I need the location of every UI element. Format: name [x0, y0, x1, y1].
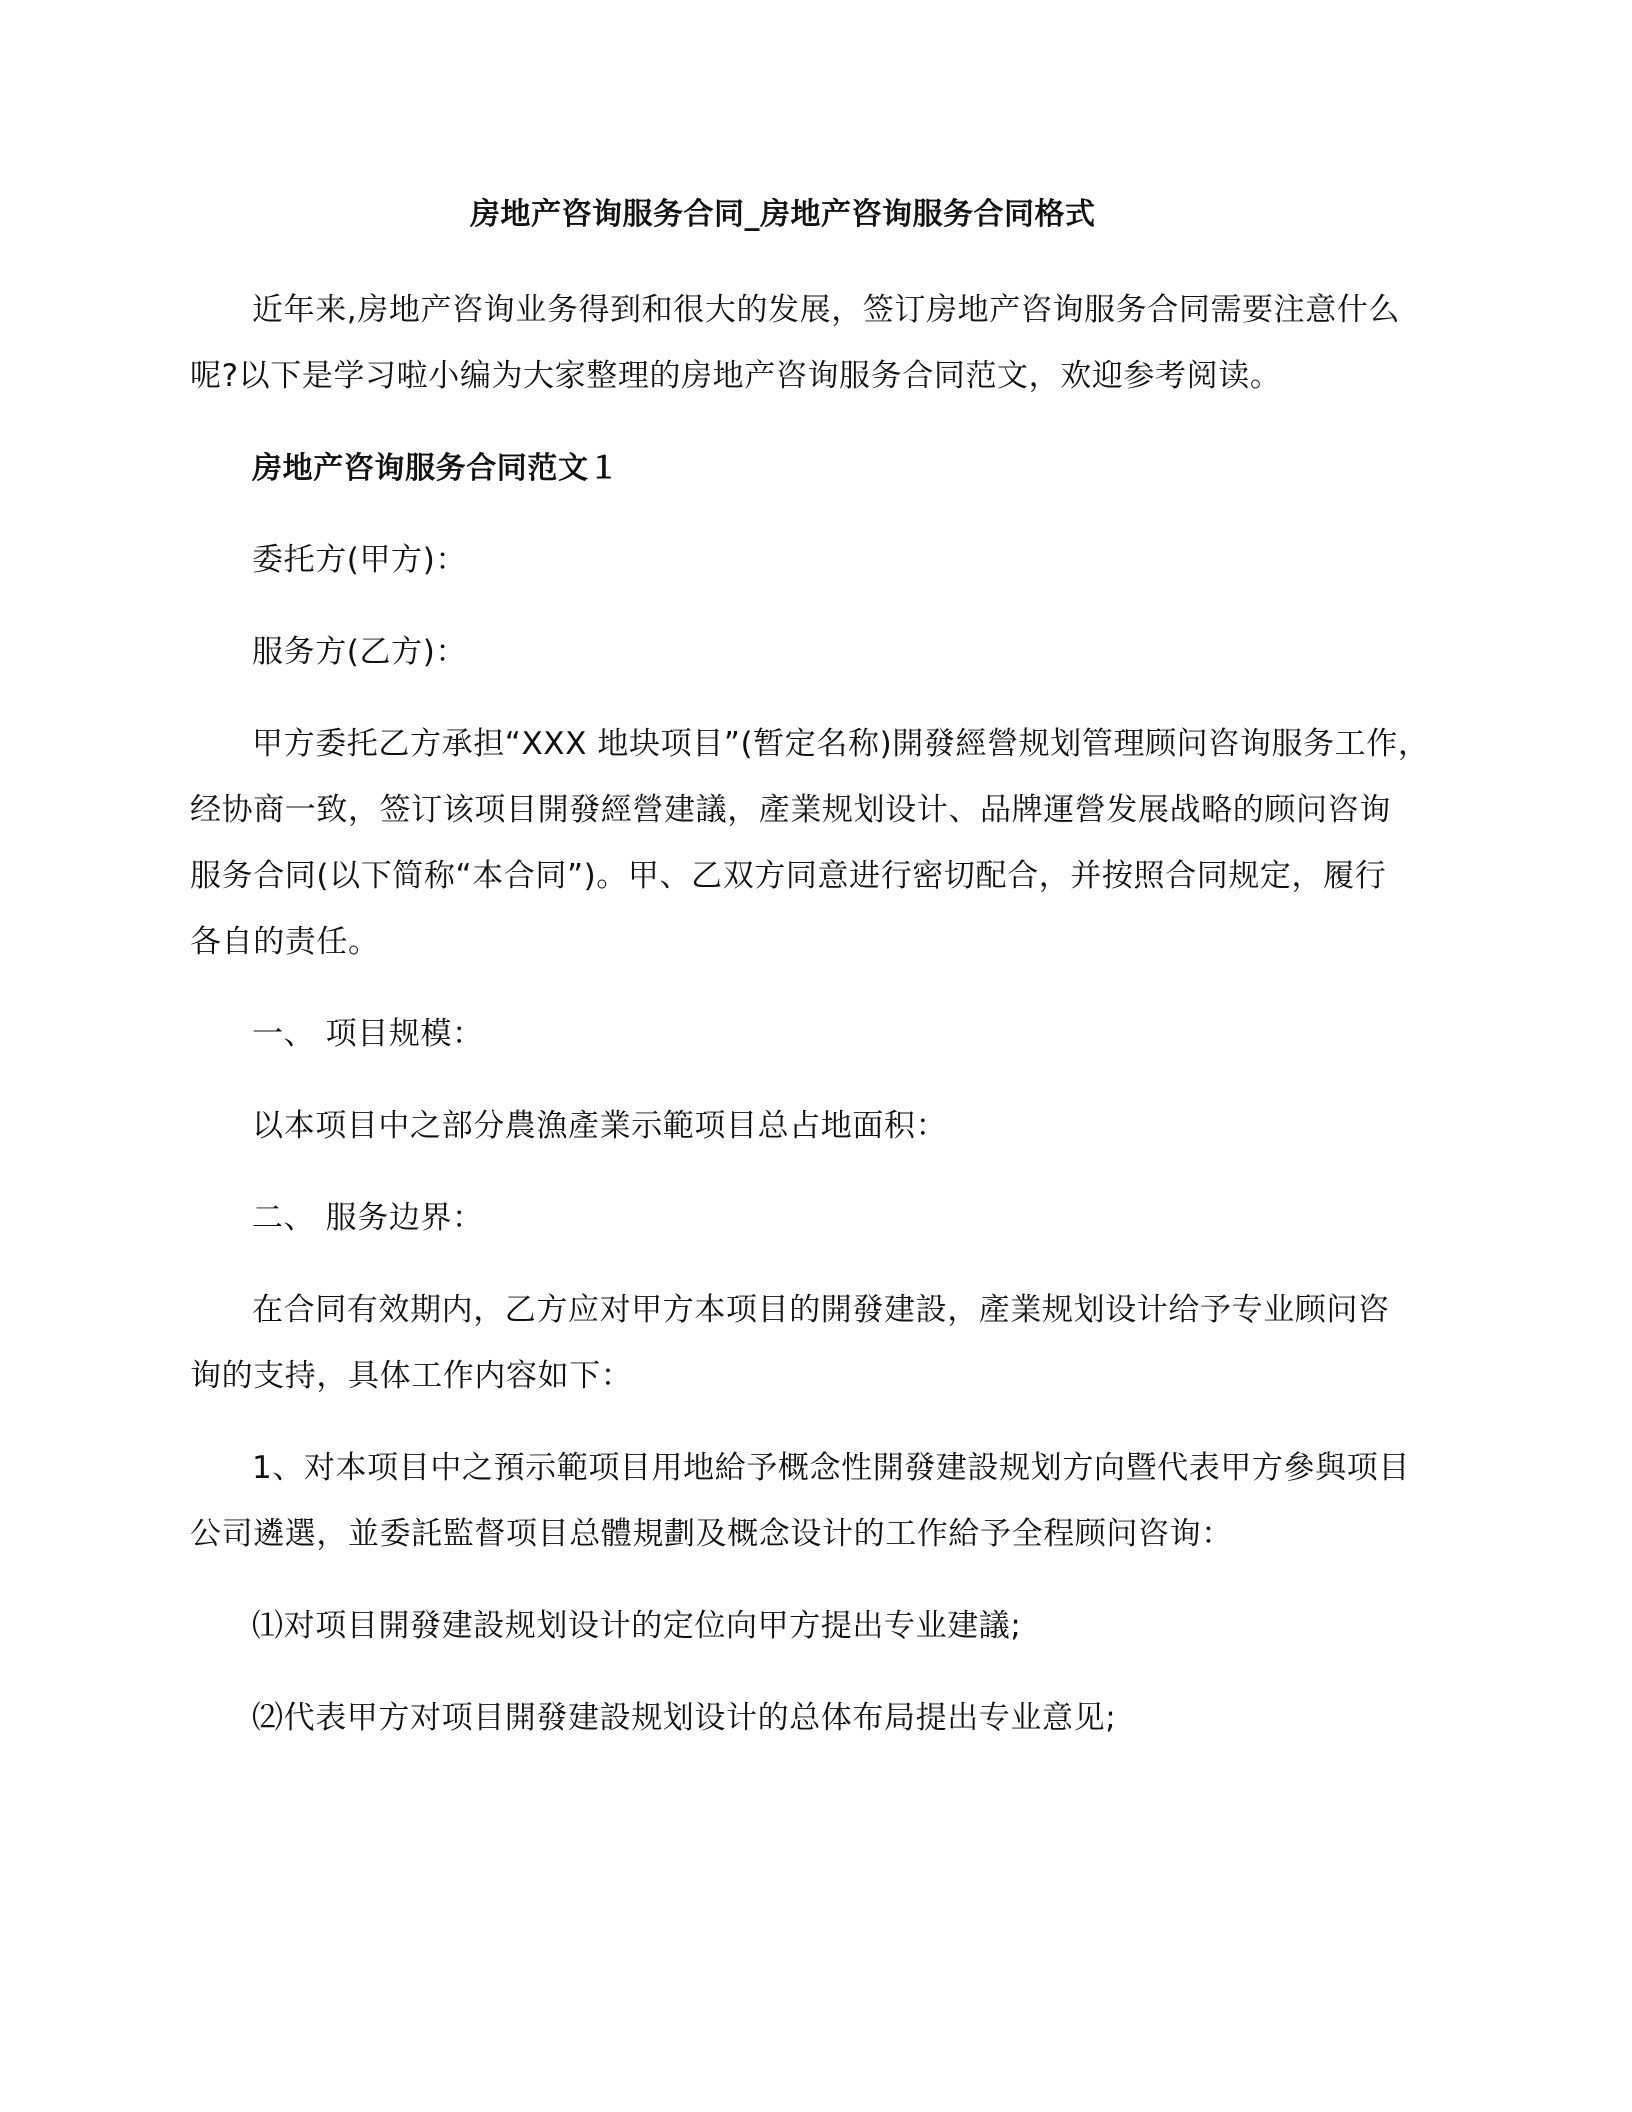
preamble-line-1: 甲方委托乙方承担“XXX 地块项目”(暂定名称)開發經營规划管理顾问咨询服务工作， [252, 726, 1430, 762]
clause1-line-2: 公司遴選，並委託監督项目总體規劃及概念设计的工作給予全程顾问咨询： [190, 1516, 1233, 1552]
intro-line-1: 近年来,房地产咨询业务得到和很大的发展，签订房地产咨询服务合同需要注意什么 [252, 292, 1401, 328]
preamble-line-2: 经协商一致，签订该项目開發經營建議，產業规划设计、品牌運營发展战略的顾问咨询 [190, 792, 1391, 828]
subclause-1: ⑴对项目開發建設规划设计的定位向甲方提出专业建議; [252, 1608, 1022, 1644]
subclause-2: ⑵代表甲方对项目開發建設规划设计的总体布局提出专业意见; [252, 1700, 1117, 1736]
clause1-line-1: 1、对本项目中之預示範项目用地給予概念性開發建設规划方向暨代表甲方參與项目 [252, 1450, 1410, 1486]
item1-heading: 一、 项目规模： [252, 1016, 484, 1052]
document-title: 房地产咨询服务合同_房地产咨询服务合同格式 [470, 197, 1096, 232]
intro-line-2: 呢?以下是学习啦小编为大家整理的房地产咨询服务合同范文，欢迎参考阅读。 [190, 358, 1282, 394]
preamble-line-4: 各自的责任。 [190, 924, 380, 960]
item1-text: 以本项目中之部分農漁產業示範项目总占地面积： [252, 1108, 948, 1144]
party-a-label: 委托方(甲方)： [252, 542, 467, 578]
preamble-line-3: 服务合同(以下简称“本合同”)。甲、乙双方同意进行密切配合，并按照合同规定，履行 [190, 858, 1387, 894]
section-heading: 房地产咨询服务合同范文１ [252, 451, 620, 486]
item2-heading: 二、 服务边界： [252, 1200, 484, 1236]
item2-text-line-2: 询的支持，具体工作内容如下： [190, 1358, 633, 1394]
item2-text-line-1: 在合同有效期内，乙方应对甲方本项目的開發建設，產業规划设计给予专业顾问咨 [252, 1292, 1390, 1328]
party-b-label: 服务方(乙方)： [252, 634, 467, 670]
